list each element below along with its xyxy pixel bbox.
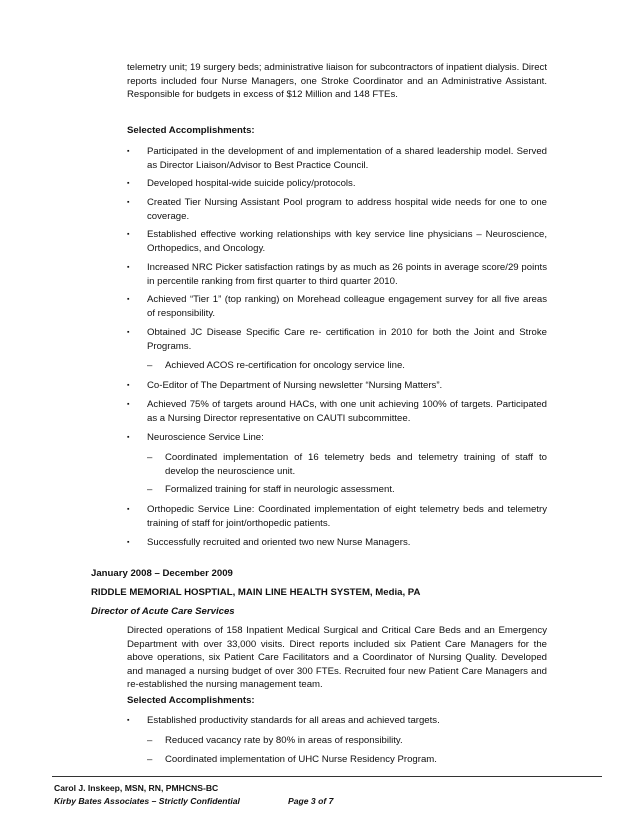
list-item-text: Achieved 75% of targets around HACs, with one unit achieving 100% of targets. Participated as a Nursing Director representative on CAUTI subcommittee.: [147, 399, 547, 424]
square-bullet-icon: ▪: [127, 401, 130, 408]
list-item-text: Co-Editor of The Department of Nursing newsletter “Nursing Matters”.: [147, 380, 443, 391]
square-bullet-icon: ▪: [127, 382, 130, 389]
list-item-text: Successfully recruited and oriented two new Nurse Managers.: [147, 537, 411, 548]
role-summary-paragraph: telemetry unit; 19 surgery beds; administrative liaison for subcontractors of inpatient dialysis. Direct reports included four Nurse Managers, one Stroke Coordinator and an Administrative Assistant. Responsible for budgets in excess of $12 Million and 148 FTEs.: [127, 62, 547, 101]
list-item-text: Increased NRC Picker satisfaction ratings by as much as 26 points in average score/29 points in percentile ranking from first quarter to third quarter 2010.: [147, 262, 547, 287]
accomplishments-heading: Selected Accomplishments:: [127, 125, 255, 136]
footer-page-number: Page 3 of 7: [288, 796, 334, 806]
square-bullet-icon: ▪: [127, 231, 130, 238]
accomplishments-heading: Selected Accomplishments:: [127, 695, 255, 706]
list-item-text: Established productivity standards for all areas and achieved targets.: [147, 715, 440, 726]
square-bullet-icon: ▪: [127, 329, 130, 336]
list-item-text: Obtained JC Disease Specific Care re- certification in 2010 for both the Joint and Stroke Programs.: [147, 327, 547, 352]
square-bullet-icon: ▪: [127, 180, 130, 187]
list-item-text: Participated in the development of and implementation of a shared leadership model. Served as Director Liaison/Advisor to Best Practice Council.: [147, 146, 547, 171]
employment-dates: January 2008 – December 2009: [91, 568, 233, 579]
list-item-text: Neuroscience Service Line:: [147, 432, 264, 443]
list-item-text: Established effective working relationships with key service line physicians – Neuroscience, Orthopedics, and Oncology.: [147, 229, 547, 254]
square-bullet-icon: ▪: [127, 539, 130, 546]
list-item-text: Reduced vacancy rate by 80% in areas of responsibility.: [165, 735, 403, 746]
square-bullet-icon: ▪: [127, 717, 130, 724]
list-item-text: Orthopedic Service Line: Coordinated implementation of eight telemetry beds and telemetry training of staff for joint/orthopedic patients.: [147, 504, 547, 529]
square-bullet-icon: ▪: [127, 264, 130, 271]
square-bullet-icon: ▪: [127, 506, 130, 513]
list-item-text: Achieved “Tier 1” (top ranking) on Morehead colleague engagement survey for all five areas of responsibility.: [147, 294, 547, 319]
list-item-text: Coordinated implementation of 16 telemetry beds and telemetry training of staff to develop the neuroscience unit.: [165, 452, 547, 477]
square-bullet-icon: ▪: [127, 148, 130, 155]
square-bullet-icon: ▪: [127, 434, 130, 441]
dash-bullet-icon: –: [147, 360, 153, 371]
dash-bullet-icon: –: [147, 484, 153, 495]
role-description-paragraph: Directed operations of 158 Inpatient Medical Surgical and Critical Care Beds and an Emergency Department with over 33,000 visits. Direct reports included six Patient Care Managers for the above operations, six Patient Care Facilitators and a Coordinator of Nursing Quality. Developed and managed a nursing budget of over 300 FTEs. Recruited four new Patient Care Managers and re-established the nursing management team.: [127, 625, 547, 691]
job-title: Director of Acute Care Services: [91, 606, 235, 617]
list-item-text: Formalized training for staff in neurologic assessment.: [165, 484, 395, 495]
footer-name: Carol J. Inskeep, MSN, RN, PMHCNS-BC: [54, 783, 219, 793]
employer-name: RIDDLE MEMORIAL HOSPTIAL, MAIN LINE HEALTH SYSTEM, Media, PA: [91, 587, 421, 598]
list-item-text: Achieved ACOS re-certification for oncology service line.: [165, 360, 405, 371]
footer-confidential: Kirby Bates Associates – Strictly Confidential: [54, 796, 240, 806]
list-item-text: Created Tier Nursing Assistant Pool program to address hospital wide needs for one to one coverage.: [147, 197, 547, 222]
square-bullet-icon: ▪: [127, 199, 130, 206]
list-item-text: Developed hospital-wide suicide policy/protocols.: [147, 178, 356, 189]
list-item-text: Coordinated implementation of UHC Nurse Residency Program.: [165, 754, 437, 765]
dash-bullet-icon: –: [147, 735, 153, 746]
footer-divider: [52, 776, 602, 777]
dash-bullet-icon: –: [147, 754, 153, 765]
square-bullet-icon: ▪: [127, 296, 130, 303]
dash-bullet-icon: –: [147, 452, 153, 463]
